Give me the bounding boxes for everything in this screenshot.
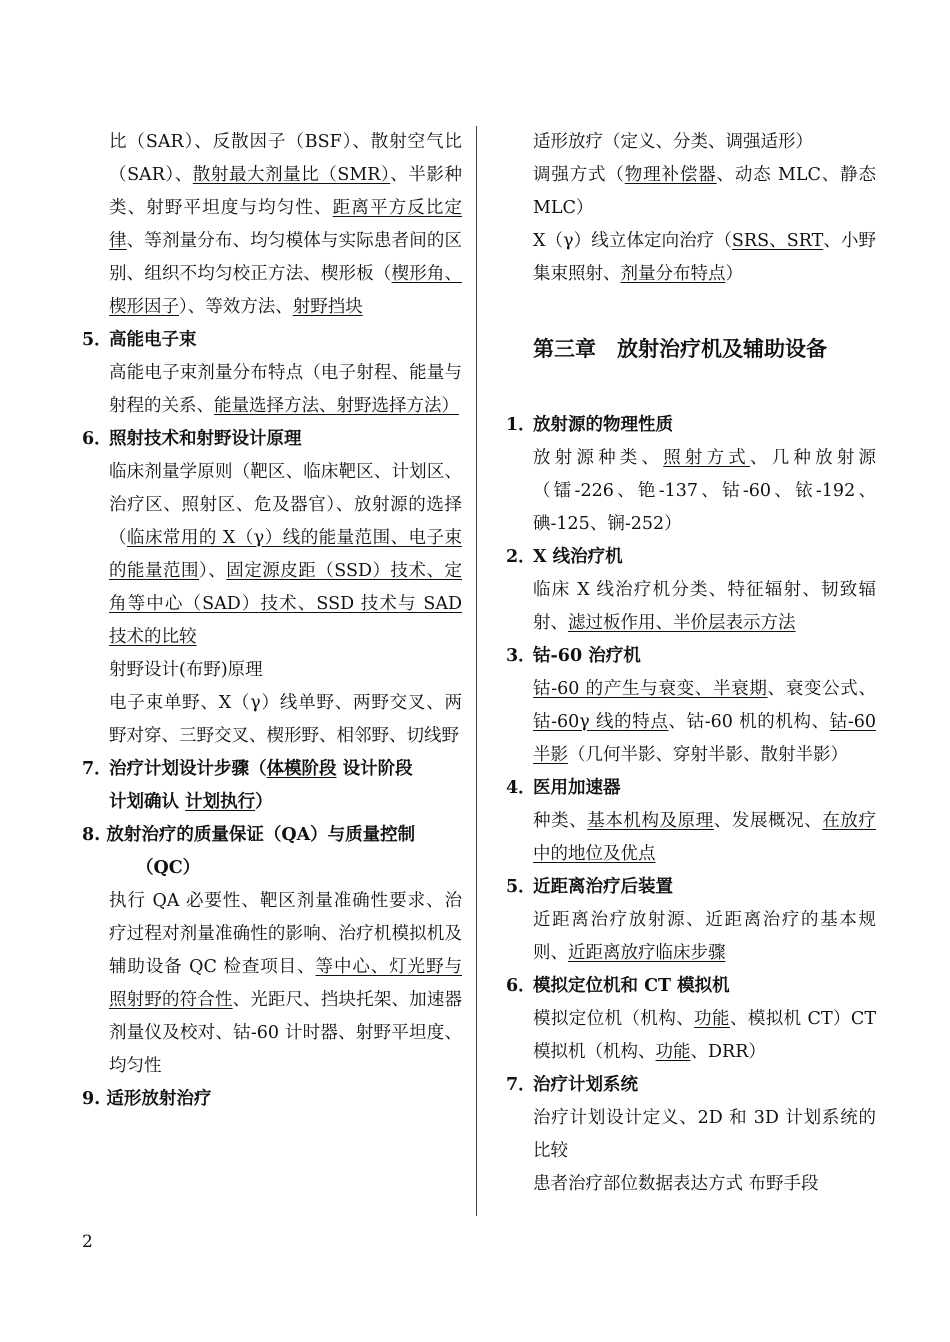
imrt-methods [506, 159, 876, 225]
underlined-term: 计划执行 [185, 792, 256, 812]
stereotactic-paragraph [506, 225, 876, 291]
dosimetry-paragraph [82, 126, 462, 324]
underlined-term: 功能 [694, 1009, 730, 1029]
underlined-term: 体模阶段 [266, 759, 337, 779]
linac-paragraph [506, 805, 876, 871]
text-run: ）、 [199, 561, 227, 581]
text-run: 、发展概况、 [713, 811, 823, 831]
text-run: 、衰变公式、 [767, 679, 877, 699]
underlined-term: 散射最大剂量比（SMR） [192, 165, 391, 185]
text-run: 、小野集束照射、 [533, 231, 877, 284]
section-heading-qa-qc-line2: （QC） [136, 858, 201, 878]
underlined-term: 滤过板作用、半价层表示方法 [568, 613, 796, 633]
underlined-term: 近距离放疗临床步骤 [568, 943, 726, 963]
text-run: 、模拟机 CT）CT 模拟机（机构、 [533, 1009, 876, 1062]
underlined-term: 射野挡块 [292, 297, 363, 317]
source-physics-paragraph [506, 442, 876, 541]
text-run: 、几种放射源（镭-226、铯-137、钴-60、铱-192、碘-125、锎-252） [533, 448, 877, 534]
text-run: ） [255, 792, 273, 812]
text-run: 、半影种类、射野平坦度与均匀性、 [109, 165, 462, 218]
underlined-term: 钴-60 半影 [533, 712, 877, 765]
underlined-term: 钴-60 的产生与衰变、半衰期 [533, 679, 768, 699]
text-run: 治疗计划设计步骤（ [109, 759, 267, 779]
text-run: 模拟定位机（机构、 [533, 1009, 695, 1029]
tps-paragraph: 治疗计划设计定义、2D 和 3D 计划系统的比较 [533, 1108, 876, 1161]
text-run: 执行 QA 必要性、靶区剂量准确性要求、治疗过程对剂量准确性的影响、治疗机模拟机及辅助设备 QC 检查项目、 [109, 891, 462, 977]
text-run: ）、等效方法、 [179, 297, 293, 317]
underlined-term: 功能 [655, 1042, 691, 1062]
electron-beam-paragraph [82, 357, 462, 423]
text-run: 调强方式（ [533, 165, 625, 185]
text-run: 、钴-60 机的机构、 [668, 712, 830, 732]
brachytherapy-paragraph [506, 904, 876, 970]
underlined-term: 能量选择方法、射野选择方法） [214, 396, 459, 416]
underlined-term: 基本机构及原理 [587, 811, 714, 831]
section-heading-qa-qc: 8. 放射治疗的质量保证（QA）与质量控制 [82, 825, 416, 845]
field-types-paragraph: 电子束单野、X（γ）线单野、两野交叉、两野对穿、三野交叉、楔形野、相邻野、切线野 [109, 693, 462, 746]
underlined-term: 楔形角、楔形因子 [109, 264, 463, 317]
underlined-term: 钴-60γ 线的特点 [533, 712, 669, 732]
section-heading-irradiation-technique: 6．照射技术和射野设计原理 [82, 429, 302, 449]
text-run: 临床 X 线治疗机分类、特征辐射、韧致辐射、 [533, 580, 876, 633]
text-run: 计划确认 [109, 792, 186, 812]
section-heading-electron-beam: 5．高能电子束 [82, 330, 197, 350]
field-design-principle: 射野设计(布野)原理 [109, 660, 263, 680]
section-heading-brachytherapy: 5．近距离治疗后装置 [506, 877, 673, 897]
text-run: ） [725, 264, 743, 284]
clinical-dosimetry-paragraph [82, 456, 462, 654]
text-run: 比（SAR）、反散因子（BSF）、散射空气比（SAR）、 [109, 132, 462, 185]
section-heading-conformal: 9. 适形放射治疗 [82, 1089, 212, 1109]
underlined-term: SRS、SRT [731, 231, 824, 251]
text-run: 高能电子束剂量分布特点（电子射程、能量与射程的关系、 [109, 363, 462, 416]
tps-paragraph-2: 患者治疗部位数据表达方式 布野手段 [533, 1174, 819, 1194]
section-heading-xray-machine: 2．X 线治疗机 [506, 547, 623, 567]
text-run: 、DRR） [690, 1042, 766, 1062]
xray-machine-paragraph [506, 574, 876, 640]
conformal-definition: 适形放疗（定义、分类、调强适形） [533, 132, 813, 152]
section-heading-treatment-planning: 7．治疗计划设计步骤（体模阶段 设计阶段 [82, 759, 413, 779]
underlined-term: 剂量分布特点 [620, 264, 726, 284]
underlined-term: 距离平方反比定律 [109, 198, 463, 251]
underlined-term: 物理补偿器 [624, 165, 717, 185]
text-run: 、光距尺、挡块托架、加速器剂量仪及校对、钴-60 计时器、射野平坦度、均匀性 [109, 990, 463, 1076]
chapter-title: 第三章 放射治疗机及辅助设备 [533, 336, 827, 361]
text-run: 、动态 MLC、静态 MLC） [533, 165, 876, 218]
text-run: 近距离治疗放射源、近距离治疗的基本规则、 [533, 910, 876, 963]
section-heading-tps: 7．治疗计划系统 [506, 1075, 638, 1095]
section-heading-linac: 4．医用加速器 [506, 778, 621, 798]
underlined-term: 在放疗中的地位及优点 [533, 811, 877, 864]
simulator-paragraph [506, 1003, 876, 1069]
text-run: （几何半影、穿射半影、散射半影） [568, 745, 848, 765]
cobalt-paragraph [506, 673, 876, 772]
page-number: 2 [82, 1232, 93, 1252]
section-heading-source-physics: 1．放射源的物理性质 [506, 415, 673, 435]
text-run: 放射源种类、 [533, 448, 664, 468]
underlined-term: 照射方式 [663, 448, 751, 468]
underlined-term: 等中心、灯光野与照射野的符合性 [109, 957, 462, 1010]
text-run: 临床剂量学原则（靶区、临床靶区、计划区、治疗区、照射区、危及器官）、放射源的选择（ [109, 462, 462, 548]
section-heading-cobalt: 3．钴-60 治疗机 [506, 646, 641, 666]
left-column [82, 126, 462, 1116]
text-run: 、等剂量分布、均匀模体与实际患者间的区别、组织不均匀校正方法、楔形板（ [109, 231, 463, 284]
text-run: X（γ）线立体定向治疗（ [533, 231, 732, 251]
column-divider [476, 126, 477, 1216]
text-run: 种类、 [533, 811, 588, 831]
underlined-term: 临床常用的 X（γ）线的能量范围、电子束的能量范围 [109, 528, 463, 581]
right-column [506, 126, 876, 1201]
section-heading-simulator: 6．模拟定位机和 CT 模拟机 [506, 976, 730, 996]
text-run: 设计阶段 [336, 759, 413, 779]
qa-paragraph [82, 885, 462, 1083]
underlined-term: 固定源皮距（SSD）技术、定角等中心（SAD）技术、SSD 技术与 SAD 技术的比较 [109, 561, 463, 647]
treatment-planning-line2 [82, 786, 462, 819]
